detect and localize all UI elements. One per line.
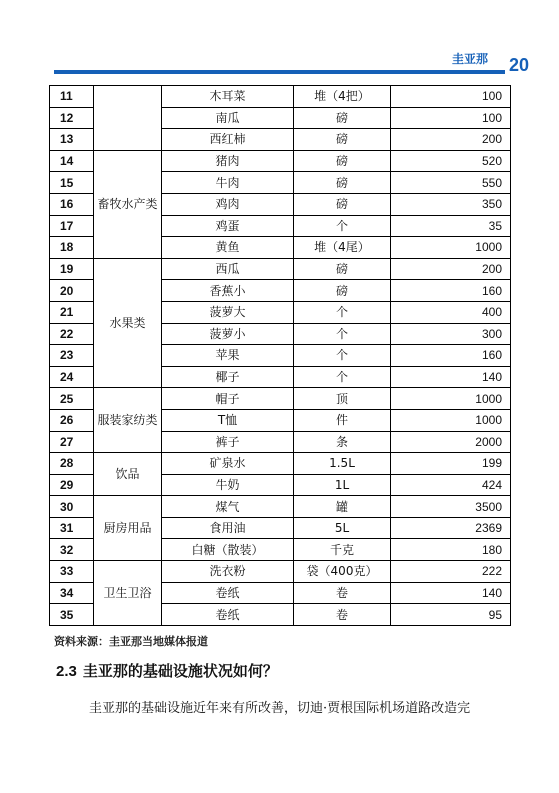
price-cell: 1000 [391, 237, 511, 259]
row-number: 30 [50, 496, 94, 518]
row-number: 28 [50, 453, 94, 475]
unit-cell: 1.5L [294, 453, 391, 475]
row-number: 12 [50, 107, 94, 129]
price-cell: 1000 [391, 388, 511, 410]
item-name: 菠萝小 [162, 323, 294, 345]
price-cell: 400 [391, 301, 511, 323]
row-number: 24 [50, 366, 94, 388]
unit-cell: 顶 [294, 388, 391, 410]
item-name: 鸡蛋 [162, 215, 294, 237]
price-cell: 140 [391, 366, 511, 388]
row-number: 16 [50, 193, 94, 215]
price-cell: 140 [391, 582, 511, 604]
unit-cell: 磅 [294, 107, 391, 129]
body-paragraph: 圭亚那的基础设施近年来有所改善，切迪·贾根国际机场道路改造完 [89, 701, 471, 716]
unit-cell: 件 [294, 409, 391, 431]
price-cell: 100 [391, 86, 511, 108]
item-name: 西瓜 [162, 258, 294, 280]
item-name: 白糖（散装） [162, 539, 294, 561]
item-name: 西红柿 [162, 129, 294, 151]
row-number: 23 [50, 345, 94, 367]
section-number: 2.3 [56, 663, 77, 680]
table-row [50, 258, 511, 280]
unit-cell: 个 [294, 215, 391, 237]
item-name: 煤气 [162, 496, 294, 518]
unit-cell: 5L [294, 517, 391, 539]
price-cell: 199 [391, 453, 511, 475]
price-cell: 1000 [391, 409, 511, 431]
item-name: 矿泉水 [162, 453, 294, 475]
item-name: T恤 [162, 409, 294, 431]
category-cell: 厨房用品 [94, 496, 162, 561]
row-number: 14 [50, 150, 94, 172]
row-number: 26 [50, 409, 94, 431]
unit-cell: 卷 [294, 604, 391, 626]
item-name: 牛肉 [162, 172, 294, 194]
item-name: 苹果 [162, 345, 294, 367]
row-number: 31 [50, 517, 94, 539]
table-row [50, 86, 511, 108]
row-number: 22 [50, 323, 94, 345]
price-cell: 200 [391, 129, 511, 151]
price-cell: 95 [391, 604, 511, 626]
category-cell: 饮品 [94, 453, 162, 496]
unit-cell: 个 [294, 323, 391, 345]
item-name: 猪肉 [162, 150, 294, 172]
section-title: 圭亚那的基础设施状况如何？ [82, 662, 278, 680]
unit-cell: 堆（4尾） [294, 237, 391, 259]
unit-cell: 卷 [294, 582, 391, 604]
category-cell: 畜牧水产类 [94, 150, 162, 258]
row-number: 35 [50, 604, 94, 626]
price-cell: 550 [391, 172, 511, 194]
unit-cell: 个 [294, 301, 391, 323]
row-number: 15 [50, 172, 94, 194]
row-number: 21 [50, 301, 94, 323]
price-cell: 160 [391, 345, 511, 367]
row-number: 20 [50, 280, 94, 302]
item-name: 裤子 [162, 431, 294, 453]
unit-cell: 袋（400克） [294, 561, 391, 583]
row-number: 33 [50, 561, 94, 583]
unit-cell: 罐 [294, 496, 391, 518]
row-number: 32 [50, 539, 94, 561]
price-cell: 2369 [391, 517, 511, 539]
category-cell: 服装家纺类 [94, 388, 162, 453]
price-table-body [50, 86, 511, 626]
unit-cell: 个 [294, 345, 391, 367]
item-name: 木耳菜 [162, 86, 294, 108]
row-number: 11 [50, 86, 94, 108]
unit-cell: 磅 [294, 172, 391, 194]
price-cell: 3500 [391, 496, 511, 518]
item-name: 鸡肉 [162, 193, 294, 215]
item-name: 菠萝大 [162, 301, 294, 323]
item-name: 南瓜 [162, 107, 294, 129]
table-row [50, 561, 511, 583]
unit-cell: 磅 [294, 129, 391, 151]
price-cell: 350 [391, 193, 511, 215]
price-cell: 424 [391, 474, 511, 496]
row-number: 19 [50, 258, 94, 280]
category-cell: 卫生卫浴 [94, 561, 162, 626]
row-number: 27 [50, 431, 94, 453]
unit-cell: 个 [294, 366, 391, 388]
section-heading [56, 660, 278, 681]
price-cell: 300 [391, 323, 511, 345]
table-row [50, 150, 511, 172]
row-number: 34 [50, 582, 94, 604]
price-table [49, 85, 511, 626]
running-header-country: 圭亚那 [452, 52, 489, 66]
price-cell: 100 [391, 107, 511, 129]
price-cell: 160 [391, 280, 511, 302]
row-number: 25 [50, 388, 94, 410]
item-name: 椰子 [162, 366, 294, 388]
category-cell [94, 86, 162, 151]
table-row [50, 496, 511, 518]
item-name: 食用油 [162, 517, 294, 539]
unit-cell: 1L [294, 474, 391, 496]
source-note: 资料来源：圭亚那当地媒体报道 [54, 635, 208, 648]
item-name: 洗衣粉 [162, 561, 294, 583]
unit-cell: 条 [294, 431, 391, 453]
item-name: 卷纸 [162, 604, 294, 626]
item-name: 帽子 [162, 388, 294, 410]
item-name: 卷纸 [162, 582, 294, 604]
header-rule [54, 70, 505, 74]
unit-cell: 磅 [294, 280, 391, 302]
unit-cell: 千克 [294, 539, 391, 561]
table-row [50, 388, 511, 410]
item-name: 香蕉小 [162, 280, 294, 302]
unit-cell: 磅 [294, 193, 391, 215]
unit-cell: 磅 [294, 258, 391, 280]
row-number: 13 [50, 129, 94, 151]
item-name: 黄鱼 [162, 237, 294, 259]
page-number: 20 [509, 55, 530, 75]
item-name: 牛奶 [162, 474, 294, 496]
price-cell: 35 [391, 215, 511, 237]
category-cell: 水果类 [94, 258, 162, 388]
price-cell: 2000 [391, 431, 511, 453]
row-number: 17 [50, 215, 94, 237]
unit-cell: 堆（4把） [294, 86, 391, 108]
row-number: 18 [50, 237, 94, 259]
price-cell: 180 [391, 539, 511, 561]
price-cell: 200 [391, 258, 511, 280]
table-row [50, 453, 511, 475]
unit-cell: 磅 [294, 150, 391, 172]
price-cell: 222 [391, 561, 511, 583]
price-cell: 520 [391, 150, 511, 172]
row-number: 29 [50, 474, 94, 496]
